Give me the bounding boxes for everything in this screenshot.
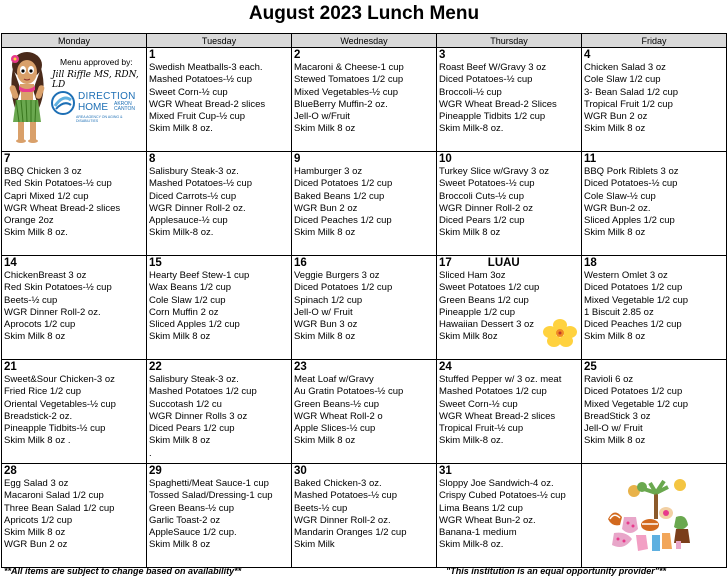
menu-item: 1 Biscuit 2.85 oz bbox=[584, 306, 654, 318]
menu-item: Orange 2oz bbox=[4, 215, 54, 227]
menu-item: Roast Beef W/Gravy 3 oz bbox=[439, 62, 547, 73]
menu-item: Apple Slices-½ cup bbox=[294, 423, 376, 435]
week-row bbox=[2, 48, 727, 152]
menu-item: WGR Bun 2 oz bbox=[4, 539, 68, 551]
menu-item: Diced Pears 1/2 cup bbox=[439, 215, 525, 227]
day-number bbox=[149, 153, 289, 166]
day-number-text: 22 bbox=[149, 361, 162, 373]
day-number-text: 17 bbox=[439, 257, 452, 269]
day-number bbox=[439, 257, 579, 270]
day-number-text: 10 bbox=[439, 153, 452, 165]
menu-item: ChickenBreast 3 oz bbox=[4, 270, 87, 281]
menu-day-cell bbox=[147, 48, 292, 152]
menu-day-cell bbox=[2, 256, 147, 360]
menu-item: Diced Carrots-½ cup bbox=[149, 190, 237, 202]
menu-item: WGR Wheat Bread-2 slices bbox=[149, 98, 266, 110]
menu-item: Chicken Salad 3 oz bbox=[584, 62, 666, 73]
weekday-header: Friday bbox=[582, 34, 727, 48]
menu-day-cell bbox=[437, 48, 582, 152]
luau-cookies-illustration bbox=[606, 477, 696, 557]
day-number-text: 24 bbox=[439, 361, 452, 373]
menu-item: Veggie Burgers 3 oz bbox=[294, 270, 380, 281]
menu-item: Mixed Fruit Cup-½ cup bbox=[149, 111, 246, 123]
menu-day-cell bbox=[437, 256, 582, 360]
menu-item: Cole Slaw 1/2 cup bbox=[584, 74, 661, 86]
weekday-header-row bbox=[2, 34, 727, 48]
menu-item: Swedish Meatballs-3 each. bbox=[149, 62, 263, 73]
day-number-text: 4 bbox=[584, 49, 591, 61]
menu-item: Sweet Potatoes 1/2 cup bbox=[439, 282, 540, 294]
menu-item: Skim Milk 8 oz bbox=[584, 123, 646, 135]
menu-item: WGR Wheat Bread-2 slices bbox=[439, 410, 556, 422]
menu-item: Skim Milk bbox=[294, 539, 335, 551]
menu-item: Sliced Apples 1/2 cup bbox=[584, 215, 675, 227]
day-number-text: 28 bbox=[4, 465, 17, 477]
day-number bbox=[149, 49, 289, 62]
menu-item: Sliced Ham 3oz bbox=[439, 270, 506, 281]
dietitian-signature: Jill Riffle MS, RDN, LD bbox=[52, 70, 139, 90]
menu-item: Diced Peaches 1/2 cup bbox=[294, 215, 392, 227]
menu-day-cell bbox=[582, 152, 727, 256]
menu-item: Lima Beans 1/2 cup bbox=[439, 502, 523, 514]
menu-item: Skim Milk-8 oz. bbox=[149, 227, 214, 239]
day-number bbox=[584, 153, 724, 166]
menu-item: Garlic Toast-2 oz bbox=[149, 514, 221, 526]
menu-item: Hamburger 3 oz bbox=[294, 166, 363, 177]
menu-item: Skim Milk 8 oz bbox=[149, 435, 211, 447]
menu-item: Sweet Potatoes-½ cup bbox=[439, 178, 535, 190]
day-number-text: 30 bbox=[294, 465, 307, 477]
menu-item: Mandarin Oranges 1/2 cup bbox=[294, 527, 407, 539]
menu-item: Corn Muffin 2 oz bbox=[149, 306, 219, 318]
direction-home-swoosh-icon bbox=[50, 90, 76, 116]
menu-item: Spinach 1/2 cup bbox=[294, 294, 363, 306]
menu-item: BreadStick 3 oz bbox=[584, 410, 651, 422]
menu-item: Diced Potatoes-½ cup bbox=[584, 178, 678, 190]
menu-item: . bbox=[149, 447, 152, 459]
menu-item: Broccoli Cuts-½ cup bbox=[439, 190, 525, 202]
approval-cell bbox=[2, 48, 147, 152]
menu-item: Pineapple Tidbits-½ cup bbox=[4, 423, 106, 435]
menu-item: Skim Milk-8 oz. bbox=[439, 539, 504, 551]
menu-item: WGR Wheat Bun-2 oz. bbox=[439, 514, 536, 526]
menu-item: WGR Dinner Rolls 3 oz bbox=[149, 410, 248, 422]
menu-day-cell bbox=[437, 152, 582, 256]
logo-tagline: AREA AGENCY ON AGING & DISABILITIES bbox=[76, 115, 123, 123]
menu-item: Diced Potatoes 1/2 cup bbox=[294, 178, 393, 190]
menu-item: WGR Dinner Roll-2 oz. bbox=[4, 306, 101, 318]
menu-item: Mixed Vegetables-½ cup bbox=[294, 86, 399, 98]
day-number-text: 25 bbox=[584, 361, 597, 373]
menu-item: Diced Potatoes 1/2 cup bbox=[584, 282, 683, 294]
week-row bbox=[2, 152, 727, 256]
menu-item: Diced Potatoes 1/2 cup bbox=[294, 282, 393, 294]
menu-item: Sweet Corn-½ cup bbox=[439, 398, 518, 410]
menu-item: Mixed Vegetable 1/2 cup bbox=[584, 398, 689, 410]
menu-item: BBQ Chicken 3 oz bbox=[4, 166, 82, 177]
menu-item: Tropical Fruit 1/2 cup bbox=[584, 98, 673, 110]
hibiscus-flower-icon bbox=[543, 318, 577, 348]
menu-item: Apricots 1/2 cup bbox=[4, 514, 73, 526]
menu-item: Oriental Vegetables-½ cup bbox=[4, 398, 116, 410]
day-number-text: 21 bbox=[4, 361, 17, 373]
menu-item: Mixed Vegetable 1/2 cup bbox=[584, 294, 689, 306]
day-number bbox=[149, 465, 289, 478]
day-number-text: 2 bbox=[294, 49, 301, 61]
menu-item: Mashed Potatoes 1/2 cup bbox=[439, 386, 547, 398]
menu-item: Hearty Beef Stew-1 cup bbox=[149, 270, 250, 281]
menu-item: BlueBerry Muffin-2 oz. bbox=[294, 98, 388, 110]
menu-day-cell bbox=[437, 464, 582, 568]
day-number bbox=[294, 257, 434, 270]
menu-item: Skim Milk 8 oz . bbox=[4, 435, 71, 447]
logo-line2: HOME bbox=[78, 102, 108, 113]
menu-calendar bbox=[1, 33, 727, 568]
day-number-text: 31 bbox=[439, 465, 452, 477]
day-number bbox=[149, 257, 289, 270]
weekday-header: Thursday bbox=[437, 34, 582, 48]
menu-item: Au Gratin Potatoes-½ cup bbox=[294, 386, 404, 398]
approval-text: Menu approved by: bbox=[60, 57, 133, 67]
menu-day-cell bbox=[292, 48, 437, 152]
menu-item: Succotash 1/2 cu bbox=[149, 398, 222, 410]
menu-item: WGR Wheat Roll-2 o bbox=[294, 410, 383, 422]
menu-item: Fried Rice 1/2 cup bbox=[4, 386, 82, 398]
menu-item: Diced Potatoes 1/2 cup bbox=[584, 386, 683, 398]
menu-item: AppleSauce 1/2 cup. bbox=[149, 527, 237, 539]
menu-day-cell bbox=[2, 360, 147, 464]
menu-item: Applesauce-½ cup bbox=[149, 215, 228, 227]
menu-day-cell bbox=[437, 360, 582, 464]
menu-item: Beets-½ cup bbox=[294, 502, 348, 514]
menu-item: Skim Milk 8 oz bbox=[149, 539, 211, 551]
menu-item: Mashed Potatoes-½ cup bbox=[149, 178, 252, 190]
menu-item: Skim Milk 8 oz bbox=[439, 227, 501, 239]
hula-girl-illustration bbox=[5, 50, 51, 148]
availability-disclaimer: **All items are subject to change based on availability** bbox=[4, 566, 242, 576]
menu-item: Mashed Potatoes-½ cup bbox=[149, 74, 252, 86]
menu-item: Cole Slaw 1/2 cup bbox=[149, 294, 226, 306]
menu-item: Jell-O w/Fruit bbox=[294, 111, 350, 123]
menu-item: Red Skin Potatoes-½ cup bbox=[4, 178, 112, 190]
menu-item: Diced Pears 1/2 cup bbox=[149, 423, 235, 435]
equal-opportunity-notice: "This institution is an equal opportunity provider"** bbox=[446, 566, 667, 576]
day-number-text: 9 bbox=[294, 153, 301, 165]
menu-item: Salisbury Steak-3 oz. bbox=[149, 166, 239, 177]
menu-item: WGR Dinner Roll-2 oz. bbox=[294, 514, 391, 526]
day-number bbox=[294, 465, 434, 478]
menu-item: Skim Milk 8 oz bbox=[4, 331, 66, 343]
week-row bbox=[2, 256, 727, 360]
menu-item: Sliced Apples 1/2 cup bbox=[149, 319, 240, 331]
menu-day-cell bbox=[582, 360, 727, 464]
menu-day-cell bbox=[582, 256, 727, 360]
menu-day-cell bbox=[147, 464, 292, 568]
menu-item: Macaroni Salad 1/2 cup bbox=[4, 490, 104, 502]
menu-item: Pineapple 1/2 cup bbox=[439, 306, 516, 318]
menu-item: Mashed Potatoes-½ cup bbox=[294, 490, 397, 502]
menu-item: WGR Bun 3 oz bbox=[294, 319, 358, 331]
day-theme-label: LUAU bbox=[487, 257, 520, 269]
menu-item: Breadstick-2 oz. bbox=[4, 410, 73, 422]
day-number-text: 3 bbox=[439, 49, 446, 61]
menu-item: WGR Dinner Roll-2 oz bbox=[439, 202, 533, 214]
menu-item: WGR Wheat Bread-2 slices bbox=[4, 202, 121, 214]
weekday-header: Tuesday bbox=[147, 34, 292, 48]
menu-item-text: Hawaiian Dessert 3 oz bbox=[439, 319, 535, 331]
menu-day-cell bbox=[2, 464, 147, 568]
day-number-text: 16 bbox=[294, 257, 307, 269]
menu-item: Green Beans-½ cup bbox=[149, 502, 235, 514]
day-number-text: 7 bbox=[4, 153, 11, 165]
menu-item: Stewed Tomatoes 1/2 cup bbox=[294, 74, 404, 86]
menu-item: Meat Loaf w/Gravy bbox=[294, 374, 374, 385]
day-number-text: 1 bbox=[149, 49, 156, 61]
menu-item: Skim Milk 8 oz bbox=[4, 527, 66, 539]
menu-item: Skim Milk 8 oz bbox=[584, 227, 646, 239]
day-number-text: 11 bbox=[584, 153, 597, 165]
menu-item: Skim Milk-8 oz. bbox=[439, 435, 504, 447]
menu-item: Macaroni & Cheese-1 cup bbox=[294, 62, 404, 73]
menu-item: 3- Bean Salad 1/2 cup bbox=[584, 86, 679, 98]
menu-item: Salisbury Steak-3 oz. bbox=[149, 374, 239, 385]
menu-day-cell bbox=[292, 256, 437, 360]
day-number bbox=[439, 49, 579, 62]
menu-item: Mashed Potatoes 1/2 cup bbox=[149, 386, 257, 398]
menu-item: Cole Slaw-½ cup bbox=[584, 190, 656, 202]
day-number-text: 8 bbox=[149, 153, 156, 165]
menu-item: WGR Dinner Roll-2 oz. bbox=[149, 202, 246, 214]
menu-item: Tossed Salad/Dressing-1 cup bbox=[149, 490, 273, 502]
day-number bbox=[439, 361, 579, 374]
week-row bbox=[2, 464, 727, 568]
menu-item: Skim Milk 8 oz bbox=[294, 227, 356, 239]
week-row bbox=[2, 360, 727, 464]
menu-item: WGR Bun-2 oz. bbox=[584, 202, 651, 214]
menu-item: WGR Bun 2 oz bbox=[584, 111, 648, 123]
menu-item: Crispy Cubed Potatoes-½ cup bbox=[439, 490, 566, 502]
day-number bbox=[439, 153, 579, 166]
day-number bbox=[584, 361, 724, 374]
menu-item: Ravioli 6 oz bbox=[584, 374, 634, 385]
menu-item: Wax Beans 1/2 cup bbox=[149, 282, 232, 294]
direction-home-logo bbox=[50, 88, 140, 128]
menu-item: Skim Milk 8 oz. bbox=[149, 123, 213, 135]
day-number bbox=[584, 257, 724, 270]
menu-item: Western Omlet 3 oz bbox=[584, 270, 668, 281]
menu-item: Capri Mixed 1/2 cup bbox=[4, 190, 89, 202]
menu-day-cell bbox=[582, 48, 727, 152]
logo-line1: DIRECTION bbox=[78, 91, 136, 102]
menu-item: Skim Milk 8 oz bbox=[149, 331, 211, 343]
menu-item: Skim Milk 8 oz bbox=[294, 331, 356, 343]
menu-day-cell bbox=[292, 360, 437, 464]
weekday-header: Monday bbox=[2, 34, 147, 48]
menu-item: Green Beans 1/2 cup bbox=[439, 294, 529, 306]
menu-item: Skim Milk-8 oz. bbox=[439, 123, 504, 135]
menu-item: Aprocots 1/2 cup bbox=[4, 319, 76, 331]
menu-item: Stuffed Pepper w/ 3 oz. meat bbox=[439, 374, 562, 385]
menu-day-cell bbox=[147, 256, 292, 360]
menu-item: Broccoli-½ cup bbox=[439, 86, 502, 98]
page-title: August 2023 Lunch Menu bbox=[248, 3, 480, 24]
day-number bbox=[584, 49, 724, 62]
menu-item: Sweet&Sour Chicken-3 oz bbox=[4, 374, 115, 385]
menu-item: BBQ Pork Riblets 3 oz bbox=[584, 166, 679, 177]
menu-day-cell bbox=[147, 360, 292, 464]
menu-item: Sloppy Joe Sandwich-4 oz. bbox=[439, 478, 554, 489]
menu-item: Baked Beans 1/2 cup bbox=[294, 190, 385, 202]
day-number-text: 15 bbox=[149, 257, 162, 269]
menu-item: Jell-O w/ Fruit bbox=[294, 306, 353, 318]
menu-item: Beets-½ cup bbox=[4, 294, 58, 306]
menu-item: Spaghetti/Meat Sauce-1 cup bbox=[149, 478, 269, 489]
menu-item: Three Bean Salad 1/2 cup bbox=[4, 502, 115, 514]
menu-item: WGR Wheat Bread-2 Slices bbox=[439, 98, 557, 110]
menu-item: Skim Milk 8 oz bbox=[584, 331, 646, 343]
menu-item: Pineapple Tidbits 1/2 cup bbox=[439, 111, 546, 123]
menu-day-cell bbox=[147, 152, 292, 256]
menu-day-cell bbox=[292, 152, 437, 256]
logo-line2-small: AKRON CANTON bbox=[114, 101, 136, 112]
day-number-text: 18 bbox=[584, 257, 597, 269]
day-number bbox=[4, 361, 144, 374]
menu-item: Skim Milk 8oz bbox=[439, 331, 498, 343]
day-number bbox=[294, 153, 434, 166]
menu-day-cell bbox=[2, 152, 147, 256]
luau-cookies-cell bbox=[582, 464, 727, 568]
weekday-header: Wednesday bbox=[292, 34, 437, 48]
menu-item: Skim Milk 8 oz. bbox=[4, 227, 68, 239]
day-number-text: 23 bbox=[294, 361, 307, 373]
menu-item: Banana-1 medium bbox=[439, 527, 517, 539]
menu-item: Skim Milk 8 oz bbox=[294, 123, 356, 135]
day-number bbox=[294, 361, 434, 374]
day-number-text: 29 bbox=[149, 465, 162, 477]
day-number bbox=[149, 361, 289, 374]
menu-item: Diced Peaches 1/2 cup bbox=[584, 319, 682, 331]
day-number bbox=[4, 153, 144, 166]
menu-item: Skim Milk 8 oz bbox=[294, 435, 356, 447]
day-number bbox=[4, 465, 144, 478]
day-number-text: 14 bbox=[4, 257, 17, 269]
menu-item: WGR Bun 2 oz bbox=[294, 202, 358, 214]
menu-item: Egg Salad 3 oz bbox=[4, 478, 69, 489]
menu-item: Tropical Fruit-½ cup bbox=[439, 423, 524, 435]
day-number bbox=[294, 49, 434, 62]
menu-day-cell bbox=[292, 464, 437, 568]
day-number bbox=[439, 465, 579, 478]
menu-item: Turkey Slice w/Gravy 3 oz bbox=[439, 166, 549, 177]
menu-item: Skim Milk 8 oz bbox=[584, 435, 646, 447]
menu-item: Baked Chicken-3 oz. bbox=[294, 478, 382, 489]
menu-item: Sweet Corn-½ cup bbox=[149, 86, 228, 98]
menu-item: Red Skin Potatoes-½ cup bbox=[4, 282, 112, 294]
menu-item: Green Beans-½ cup bbox=[294, 398, 380, 410]
menu-item: Jell-O w/ Fruit bbox=[584, 423, 643, 435]
menu-item: Diced Potatoes-½ cup bbox=[439, 74, 533, 86]
day-number bbox=[4, 257, 144, 270]
